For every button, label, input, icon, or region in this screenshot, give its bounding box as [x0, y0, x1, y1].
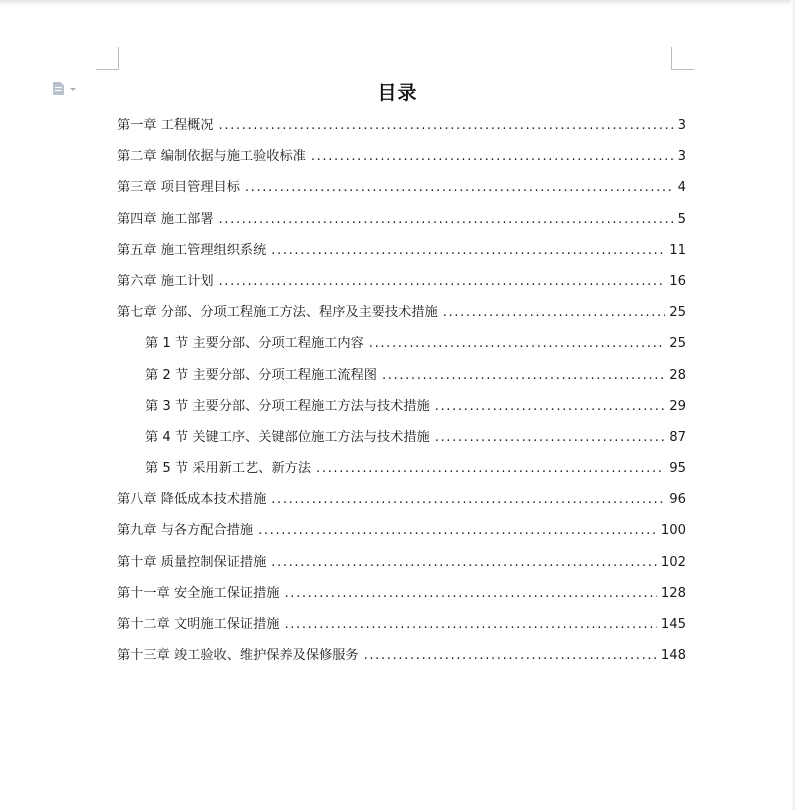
toc-entry[interactable]	[117, 364, 686, 395]
toc-entry[interactable]	[117, 426, 686, 457]
toc-dot-leader	[245, 180, 674, 195]
toc-entry[interactable]	[117, 208, 686, 239]
toc-entry[interactable]	[117, 457, 686, 488]
toc-entry-page-number: 100	[660, 523, 686, 539]
toc-entry-page-number: 16	[669, 273, 686, 289]
toc-entry-label: 第十三章 竣工验收、维护保养及保修服务	[117, 648, 359, 664]
toc-dot-leader	[364, 648, 657, 663]
toc-entry-page-number: 11	[669, 242, 686, 258]
toc-entry-page-number: 3	[677, 149, 686, 165]
toc-entry-page-number: 5	[677, 211, 686, 227]
toc-dot-leader	[382, 368, 665, 383]
toc-entry-label: 第 4 节 关键工序、关键部位施工方法与技术措施	[145, 429, 430, 445]
page-right-shadow	[791, 0, 795, 810]
toc-dot-leader	[443, 305, 666, 320]
toc-entry-page-number: 87	[669, 429, 686, 445]
toc-entry[interactable]	[117, 582, 686, 613]
toc-dot-leader	[311, 149, 674, 164]
toc-dot-leader	[316, 461, 665, 476]
toc-entry-label: 第十章 质量控制保证措施	[117, 554, 267, 570]
toc-entry-label: 第 2 节 主要分部、分项工程施工流程图	[145, 367, 377, 383]
toc-entry-page-number: 28	[669, 367, 686, 383]
toc-entry-page-number: 128	[660, 585, 686, 601]
toc-entry[interactable]	[117, 488, 686, 519]
toc-dot-leader	[258, 523, 657, 538]
toc-dot-leader	[284, 617, 656, 632]
toc-entry-page-number: 95	[669, 461, 686, 477]
toc-entry-label: 第九章 与各方配合措施	[117, 523, 254, 539]
toc-entry[interactable]	[117, 239, 686, 270]
toc-entry-label: 第二章 编制依据与施工验收标准	[117, 149, 306, 165]
toc-entry[interactable]	[117, 145, 686, 176]
toc-dot-leader	[271, 243, 665, 258]
toc-entry[interactable]	[117, 551, 686, 582]
toc-entry-page-number: 3	[677, 118, 686, 133]
toc-dot-leader	[284, 586, 656, 601]
toc-entry[interactable]	[117, 644, 686, 675]
toc-entry-label: 第 3 节 主要分部、分项工程施工方法与技术措施	[145, 398, 430, 414]
toc-entry[interactable]	[117, 301, 686, 332]
toc-entry-label: 第一章 工程概况	[117, 118, 214, 133]
page-title: 目录	[377, 82, 418, 104]
toc-entry-label: 第十一章 安全施工保证措施	[117, 585, 280, 601]
toc-entry-label: 第六章 施工计划	[117, 273, 214, 289]
toc-entry-page-number: 4	[677, 180, 686, 196]
toc-entry[interactable]	[117, 613, 686, 644]
page-top-shadow	[0, 0, 795, 6]
toc-entry-label: 第 1 节 主要分部、分项工程施工内容	[145, 336, 364, 352]
toc-entry-page-number: 148	[660, 648, 686, 664]
margin-corner-top-left	[96, 47, 119, 70]
toc-entry[interactable]	[117, 519, 686, 550]
toc-entry[interactable]	[117, 114, 686, 145]
toc-dot-leader	[435, 430, 666, 445]
toc-entry-page-number: 29	[669, 398, 686, 414]
toc-entry-label: 第八章 降低成本技术措施	[117, 492, 267, 508]
toc-dot-leader	[369, 336, 665, 351]
table-of-contents	[117, 114, 686, 675]
toc-dot-leader	[219, 274, 666, 289]
toc-entry-label: 第十二章 文明施工保证措施	[117, 617, 280, 632]
toc-entry-label: 第 5 节 采用新工艺、新方法	[145, 461, 312, 477]
toc-entry-page-number: 96	[669, 492, 686, 508]
toc-dot-leader	[271, 555, 657, 570]
toc-entry-label: 第五章 施工管理组织系统	[117, 242, 267, 258]
toc-dot-leader	[219, 118, 674, 133]
toc-entry[interactable]	[117, 270, 686, 301]
toc-entry-label: 第三章 项目管理目标	[117, 180, 240, 196]
toc-entry-page-number: 25	[669, 336, 686, 352]
toc-entry-page-number: 25	[669, 305, 686, 321]
toc-entry-page-number: 145	[660, 617, 686, 632]
toc-entry-label: 第七章 分部、分项工程施工方法、程序及主要技术措施	[117, 305, 438, 321]
toc-entry[interactable]	[117, 332, 686, 363]
toc-entry-label: 第四章 施工部署	[117, 211, 214, 227]
toc-entry-page-number: 102	[660, 554, 686, 570]
toc-dot-leader	[219, 212, 674, 227]
toc-entry[interactable]	[117, 395, 686, 426]
toc-dot-leader	[435, 399, 666, 414]
margin-corner-top-right	[671, 47, 694, 70]
toc-entry[interactable]	[117, 176, 686, 207]
toc-dot-leader	[271, 492, 665, 507]
